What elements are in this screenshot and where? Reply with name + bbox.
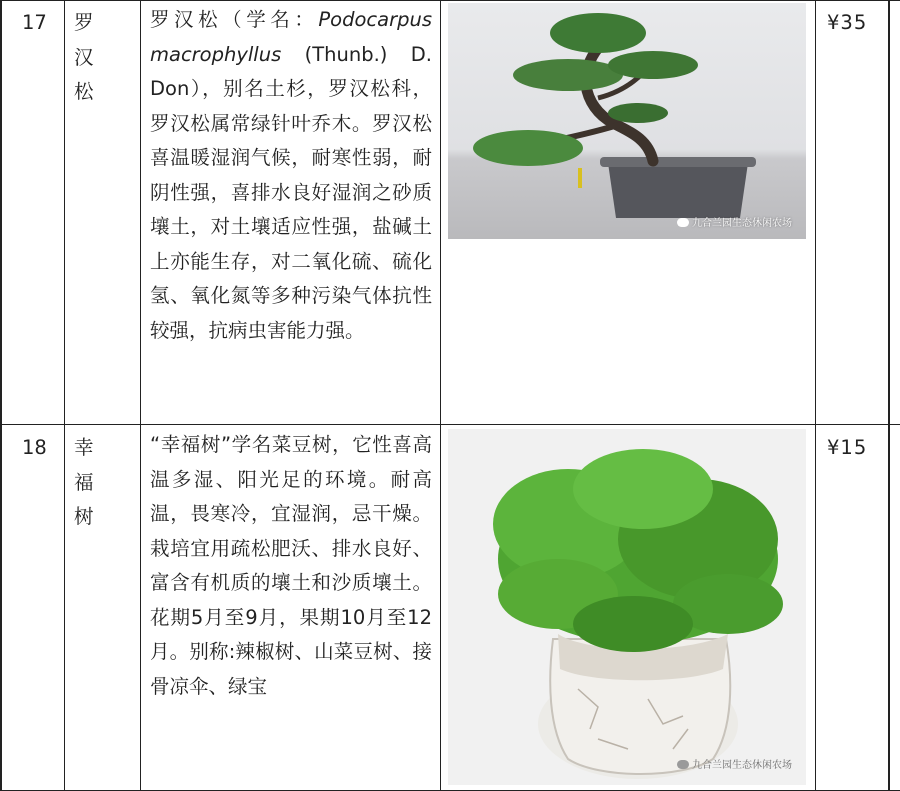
plant-description: 罗汉松（学名：Podocarpus macrophyllus (Thunb.) D. Don），别名土杉，罗汉松科，罗汉松属常绿针叶乔木。罗汉松喜温暖湿润气候，耐寒性弱，耐阴性强，喜排水良好湿润之砂质壤土，对土壤适应性强，盐碱土上亦能生存，对二氧化硫、硫化氢、氧化氮等多种污染气体抗性较强，抗病虫害能力强。 <box>150 8 432 342</box>
photo-watermark: 九合兰园生态休闲农场 <box>677 214 792 229</box>
potted-tree-illustration <box>448 429 806 785</box>
column-divider <box>140 0 141 791</box>
bonsai-pine-illustration <box>448 3 806 239</box>
table-border-right <box>888 0 890 791</box>
column-divider <box>815 0 816 791</box>
row-number: 17 <box>22 11 47 34</box>
column-divider <box>440 0 441 791</box>
price: ¥35 <box>827 11 868 34</box>
plant-description: “幸福树”学名菜豆树，它性喜高温多湿、阳光足的环境。耐高温，畏寒冷，宜湿润，忌干燥。栽培宜用疏松肥沃、排水良好、富含有机质的壤土和沙质壤土。花期5月至9月，果期10月至12月。别称:辣椒树、山菜豆树、接骨凉伞、绿宝 <box>150 433 432 698</box>
wechat-icon <box>677 760 689 769</box>
wechat-icon <box>677 218 689 227</box>
price: ¥15 <box>827 436 868 459</box>
column-divider <box>64 0 65 791</box>
row-number: 18 <box>22 436 47 459</box>
plant-name: 幸福树 <box>74 436 105 528</box>
happiness-tree-photo <box>448 429 806 785</box>
plant-name: 罗汉松 <box>74 11 105 103</box>
row-divider <box>0 424 900 425</box>
photo-watermark: 九合兰园生态休闲农场 <box>677 756 792 771</box>
row-divider <box>0 0 900 1</box>
table-border-left <box>0 0 2 791</box>
luohansong-photo <box>448 3 806 239</box>
